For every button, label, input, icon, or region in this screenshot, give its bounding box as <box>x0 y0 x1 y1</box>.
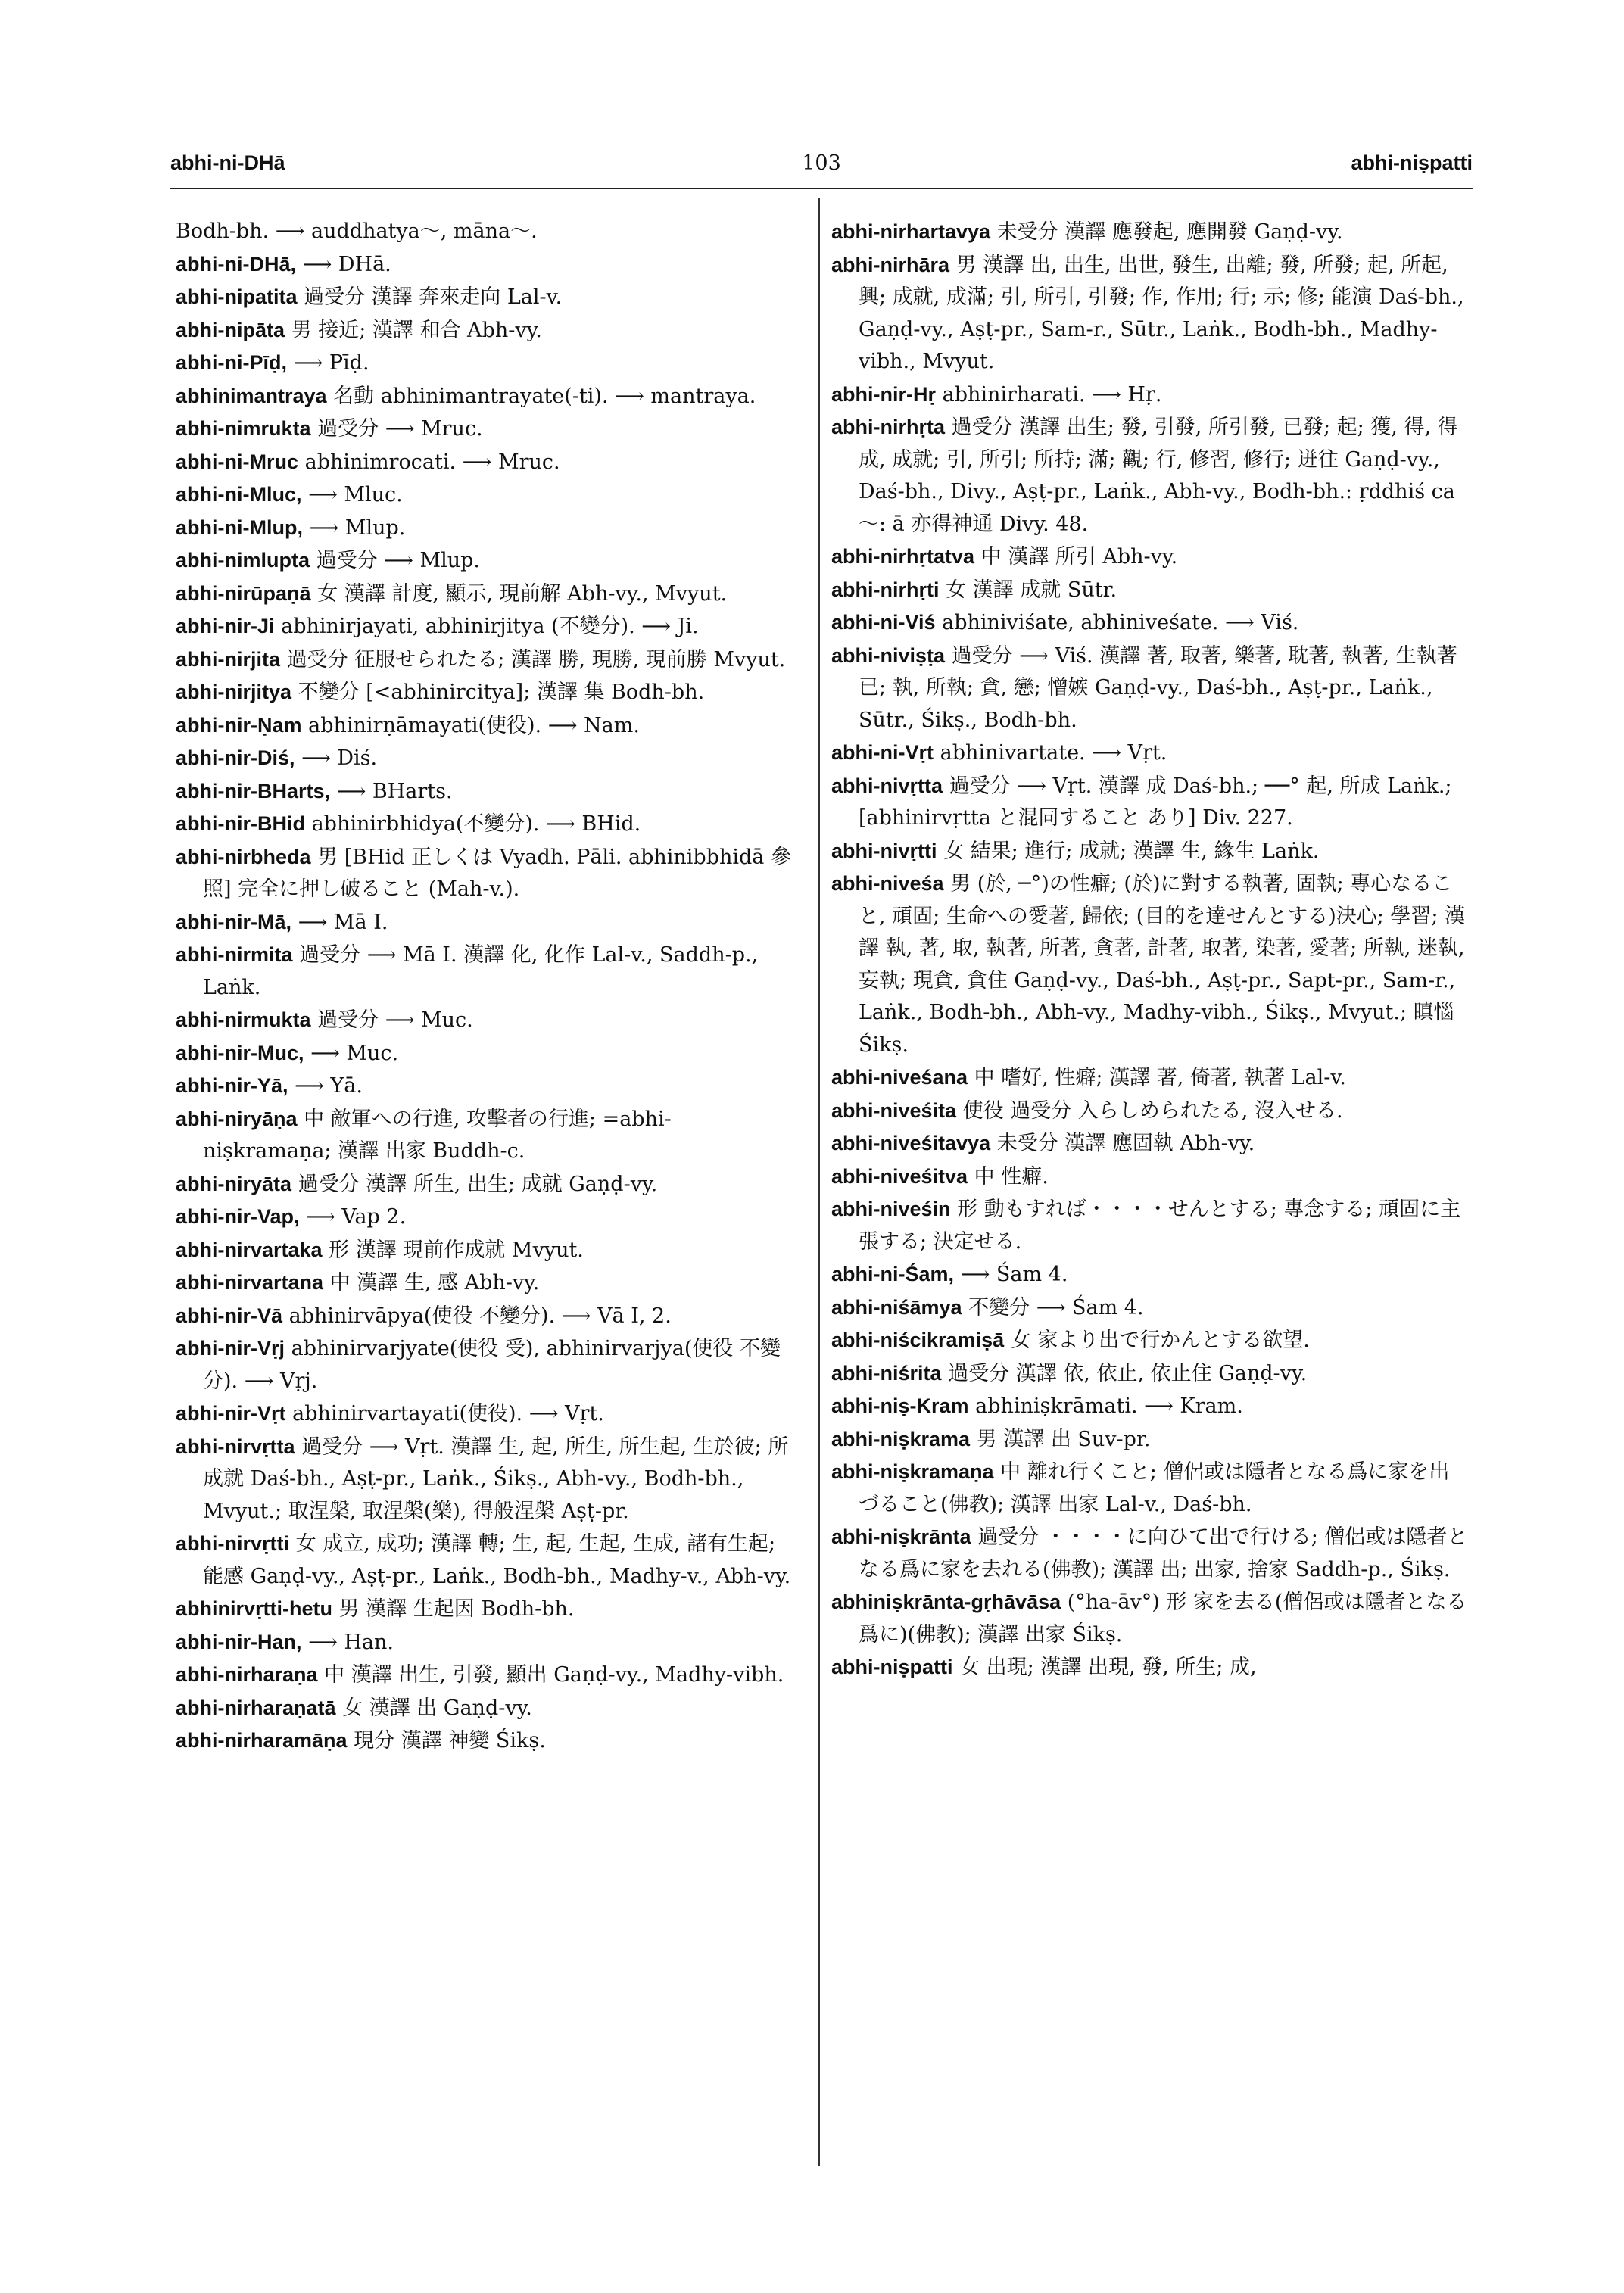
entry-headword: abhi-nirharaṇa <box>176 1663 318 1686</box>
dictionary-entry <box>176 939 796 1004</box>
dictionary-entry <box>831 737 1469 770</box>
entry-body: 中 漢譯 出生, 引發, 顯出 Gaṇḍ-vy., Madhy-vibh. <box>324 1663 784 1687</box>
entry-body: 中 性癖. <box>974 1164 1049 1189</box>
entry-headword: abhi-ni-Mluc, <box>176 483 302 506</box>
entry-body: 男 漢譯 出, 出生, 出世, 發生, 出離; 發, 所發; 起, 所起, 興; 成就, 成滿; 引, 所引, 引發; 作, 作用; 行; 示; 修; 能演 Daś-bh., Gaṇḍ-vy., Aṣṭ-pr., Sam-r., Sūtr., Laṅk., Bodh-bh., Madhy-vibh., Mvyut. <box>859 253 1464 373</box>
dictionary-entry <box>831 1127 1469 1161</box>
dictionary-entry <box>831 1258 1469 1291</box>
entry-body: 過受分 征服せられたる; 漢譯 勝, 現勝, 現前勝 Mvyut. <box>286 647 786 671</box>
entry-body: 女 出現; 漢譯 出現, 發, 所生; 成, <box>959 1656 1257 1679</box>
header-left-guide-word: abhi-ni-DHā <box>170 151 285 174</box>
dictionary-entry <box>176 1037 796 1070</box>
entry-headword: abhi-ni-DHā, <box>176 252 296 276</box>
dictionary-entry <box>176 413 796 446</box>
entry-body: 中 漢譯 生, 感 Abh-vy. <box>329 1271 540 1294</box>
entry-headword: abhi-nirharamāṇa <box>176 1729 348 1752</box>
entry-headword: abhi-nirjita <box>176 647 281 671</box>
entry-headword: abhinimantraya <box>176 384 327 407</box>
entry-headword: abhi-niveśana <box>831 1066 968 1089</box>
right-column <box>831 216 1469 1684</box>
dictionary-entry <box>176 1004 796 1037</box>
entry-body: 過受分 漢譯 所生, 出生; 成就 Gaṇḍ-vy. <box>298 1172 658 1196</box>
dictionary-entry <box>831 1586 1469 1651</box>
dictionary-entry <box>176 1626 796 1659</box>
dictionary-entry <box>176 1692 796 1725</box>
entry-body: abhinivartate. ⟶ Vṛt. <box>940 741 1167 765</box>
entry-body: 過受分 ⟶ Mā I. 漢譯 化, 化作 Lal-v., Saddh-p., Laṅk. <box>203 943 759 999</box>
entry-body: 中 離れ行くこと; 僧侶或は隱者となる爲に家を出づること(佛教); 漢譯 出家 Lal-v., Daś-bh. <box>859 1460 1450 1516</box>
dictionary-entry <box>176 1234 796 1267</box>
dictionary-entry <box>831 1521 1469 1586</box>
entry-headword: abhi-nirharaṇatā <box>176 1696 336 1719</box>
entry-headword: abhi-niveśitavya <box>831 1132 991 1154</box>
dictionary-entry <box>831 868 1469 1061</box>
entry-body: ⟶ Han. <box>308 1630 394 1654</box>
dictionary-entry <box>176 775 796 808</box>
dictionary-entry <box>176 1201 796 1234</box>
dictionary-entry <box>176 1103 796 1168</box>
dictionary-entry <box>831 835 1469 868</box>
entry-body: ⟶ Muc. <box>310 1041 399 1065</box>
entry-headword: abhi-nirmukta <box>176 1008 311 1031</box>
entry-headword: abhi-nir-Ṇam <box>176 713 302 737</box>
entry-headword: abhi-niveśa <box>831 872 944 895</box>
entry-headword: abhi-ni-Mruc <box>176 450 298 473</box>
dictionary-entry <box>176 1266 796 1300</box>
entry-headword: abhi-nipāta <box>176 318 285 341</box>
entry-headword: abhi-ni-Mlup, <box>176 516 303 539</box>
entry-headword: abhi-ni-Pīḍ, <box>176 351 287 374</box>
dictionary-entry <box>176 314 796 347</box>
entry-headword: abhi-niveśita <box>831 1098 957 1122</box>
dictionary-entry <box>176 446 796 479</box>
entry-headword: abhi-nirūpaṇā <box>176 581 311 605</box>
entry-headword: abhi-nir-Vṛj <box>176 1337 285 1360</box>
dictionary-entry <box>831 411 1469 541</box>
entry-headword: abhi-nir-Ji <box>176 615 275 637</box>
dictionary-entry <box>831 574 1469 607</box>
entry-headword: abhi-nirhṛtatva <box>831 545 975 568</box>
entry-headword: abhi-niśrita <box>831 1361 942 1385</box>
dictionary-entry <box>176 1300 796 1333</box>
entry-body: abhinirvāpya(使役 不變分). ⟶ Vā I, 2. <box>288 1304 672 1328</box>
entry-body: ⟶ Mluc. <box>308 483 403 506</box>
entry-body: abhinimrocati. ⟶ Mruc. <box>304 450 560 474</box>
entry-body: abhinirharati. ⟶ Hṛ. <box>942 382 1162 407</box>
entry-body: 中 漢譯 所引 Abh-vy. <box>980 545 1178 569</box>
dictionary-entry <box>176 1431 796 1528</box>
entry-headword: abhinirvṛtti-hetu <box>176 1597 332 1620</box>
entry-headword: abhi-nirmita <box>176 943 293 966</box>
left-column <box>176 216 796 1758</box>
entry-body: ⟶ Vap 2. <box>306 1205 407 1229</box>
dictionary-entry <box>176 544 796 578</box>
dictionary-entry <box>176 610 796 643</box>
entry-body: 過受分 漢譯 出生; 發, 引發, 所引發, 已發; 起; 獲, 得, 得成, 成就; 引, 所引; 所持; 滿; 觀; 行, 修習, 修行; 迸往 Gaṇḍ-vy., Daś-bh., Divy., Aṣṭ-pr., Laṅk., Abh-vy., Bodh-bh.: ṛddhiś ca 〜: ā 亦得神通 Divy. 48. <box>859 416 1458 536</box>
entry-headword: abhi-nir-BHarts, <box>176 779 331 802</box>
entry-headword: abhi-nir-Muc, <box>176 1041 304 1064</box>
entry-headword: abhi-nivṛtti <box>831 839 937 862</box>
entry-headword: abhi-niveśitva <box>831 1164 968 1188</box>
entry-body: 女 家より出で行かんとする欲望. <box>1010 1329 1310 1352</box>
entry-headword: abhi-nir-Vap, <box>176 1205 300 1228</box>
entry-body: 過受分 漢譯 依, 依止, 依止住 Gaṇḍ-vy. <box>948 1361 1308 1385</box>
entry-body: abhinirvarjyate(使役 受), abhinirvarjya(使役 不變分). ⟶ Vṛj. <box>203 1337 781 1393</box>
entry-body: abhiniviśate, abhiniveśate. ⟶ Viś. <box>942 611 1299 634</box>
entry-headword: abhi-nirvartana <box>176 1271 324 1294</box>
page-number: 103 <box>802 151 841 175</box>
entry-body: 形 動もすれば・・・・せんとする; 專念する; 頑固に主張する; 決定せる. <box>859 1198 1461 1254</box>
entry-body: ⟶ Mlup. <box>309 516 406 540</box>
entry-body: 女 結果; 進行; 成就; 漢譯 生, 緣生 Laṅk. <box>943 839 1320 863</box>
entry-headword: abhi-nimlupta <box>176 549 310 572</box>
dictionary-entry <box>176 1397 796 1431</box>
entry-body: ⟶ Mā I. <box>298 910 388 934</box>
dictionary-entry <box>176 1528 796 1593</box>
entry-body: 男 漢譯 出 Suv-pr. <box>976 1427 1151 1451</box>
dictionary-entry <box>176 1168 796 1201</box>
entry-body: 使役 過受分 入らしめられたる, 沒入せる. <box>962 1098 1343 1123</box>
dictionary-entry <box>176 643 796 677</box>
entry-headword: abhi-nirhāra <box>831 253 950 276</box>
entry-headword: abhi-nir-Diś, <box>176 746 295 769</box>
dictionary-entry <box>176 248 796 282</box>
entry-body: abhiniṣkrāmati. ⟶ Kram. <box>975 1394 1243 1418</box>
entry-body: ⟶ Śam 4. <box>960 1263 1068 1286</box>
entry-headword: abhi-nipatita <box>176 285 298 308</box>
dictionary-entry <box>176 742 796 775</box>
entry-headword: abhi-nirjitya <box>176 681 292 703</box>
header-right-guide-word: abhi-niṣpatti <box>1351 151 1473 174</box>
entry-headword: abhi-nirvṛtti <box>176 1532 290 1555</box>
entry-body: 過受分 ⟶ Vṛt. 漢譯 生, 起, 所生, 所生起, 生於彼; 所成就 Daś-bh., Aṣṭ-pr., Laṅk., Śikṣ., Abh-vy., Bodh-bh., Mvyut.; 取涅槃, 取涅槃(樂), 得般涅槃 Aṣṭ-pr. <box>203 1435 789 1523</box>
dictionary-entry <box>176 906 796 939</box>
dictionary-entry <box>176 1593 796 1626</box>
entry-headword: abhi-nirhṛta <box>831 416 946 438</box>
column-divider <box>818 198 820 2166</box>
entry-headword: abhi-nir-Hṛ <box>831 382 936 406</box>
dictionary-entry <box>176 281 796 314</box>
dictionary-entry <box>831 1423 1469 1456</box>
dictionary-entry <box>831 770 1469 835</box>
dictionary-entry <box>831 1193 1469 1258</box>
dictionary-entry <box>176 380 796 413</box>
entry-body: 中 嗜好, 性癖; 漢譯 著, 倚著, 執著 Lal-v. <box>974 1066 1346 1089</box>
entry-body: 女 成立, 成功; 漢譯 轉; 生, 起, 生起, 生成, 諸有生起; 能感 Gaṇḍ-vy., Aṣṭ-pr., Laṅk., Bodh-bh., Madhy-v., Abh-vy. <box>203 1532 791 1588</box>
entry-body: Bodh-bh. ⟶ auddhatya〜, māna〜. <box>176 220 538 243</box>
entry-headword: abhi-ni-Śam, <box>831 1263 955 1285</box>
dictionary-entry <box>176 676 796 709</box>
entry-body: 過受分 ⟶ Mlup. <box>316 549 481 572</box>
entry-headword: abhi-nir-Mā, <box>176 910 291 933</box>
entry-headword: abhi-ni-Viś <box>831 611 936 634</box>
entry-body: 女 漢譯 出 Gaṇḍ-vy. <box>342 1696 532 1720</box>
entry-body: 過受分 ・・・・に向ひて出で行ける; 僧侶或は隱者となる爲に家を去れる(佛教); 漢譯 出; 出家, 捨家 Saddh-p., Śikṣ. <box>859 1525 1468 1581</box>
entry-headword: abhi-niśāmya <box>831 1295 962 1319</box>
dictionary-entry <box>831 379 1469 412</box>
entry-body: 過受分 ⟶ Viś. 漢譯 著, 取著, 樂著, 耽著, 執著, 生執著已; 執, 所執; 貪, 戀; 憎嫉 Gaṇḍ-vy., Daś-bh., Aṣṭ-pr., Laṅk., Sūtr., Śikṣ., Bodh-bh. <box>859 643 1457 732</box>
entry-headword: abhi-niryāṇa <box>176 1107 298 1130</box>
dictionary-entry <box>831 1095 1469 1128</box>
entry-headword: abhi-nir-Yā, <box>176 1074 288 1097</box>
dictionary-entry <box>176 512 796 545</box>
dictionary-entry <box>831 249 1469 379</box>
dictionary-entry <box>831 1291 1469 1325</box>
entry-headword: abhi-niveśin <box>831 1198 951 1220</box>
entry-body: 形 漢譯 現前作成就 Mvyut. <box>329 1238 584 1262</box>
dictionary-entry <box>831 1324 1469 1357</box>
dictionary-entry <box>176 709 796 743</box>
entry-headword: abhi-niviṣṭa <box>831 643 946 667</box>
entry-headword: abhi-niṣkramaṇa <box>831 1460 994 1483</box>
entry-headword: abhi-niścikramiṣā <box>831 1329 1005 1351</box>
entry-body: 過受分 漢譯 奔來走向 Lal-v. <box>304 285 563 309</box>
entry-body: 過受分 ⟶ Mruc. <box>317 417 483 441</box>
entry-headword: abhi-nirhṛti <box>831 578 940 601</box>
dictionary-entry <box>176 1724 796 1758</box>
entry-body: 不變分 [<abhinircitya]; 漢譯 集 Bodh-bh. <box>298 681 705 704</box>
entry-body: abhinirṇāmayati(使役). ⟶ Nam. <box>308 713 640 737</box>
entry-headword: abhi-nimrukta <box>176 417 311 440</box>
entry-headword: abhi-nir-BHid <box>176 812 305 835</box>
entry-body: 男 (於, ─°)の性癖; (於)に對する執著, 固執; 專心なること, 頑固; 生命への愛著, 歸依; (目的を達せんとする)決心; 學習; 漢譯 執, 著, 取, 執著, 所著, 貪著, 計著, 取著, 染著, 愛著; 所執, 迷執, 妄執; 現貪, 貪住 Gaṇḍ-vy., Daś-bh., Aṣṭ-pr., Sapt-pr., Sam-r., Laṅk., Bodh-bh., Abh-vy., Madhy-vibh., Śikṣ., Mvyut.; 瞋惱 Śikṣ. <box>859 872 1466 1057</box>
entry-body: 女 漢譯 計度, 顯示, 現前解 Abh-vy., Mvyut. <box>317 581 728 606</box>
entry-body: 女 漢譯 成就 Sūtr. <box>946 578 1117 602</box>
entry-body: 未受分 漢譯 應發起, 應開發 Gaṇḍ-vy. <box>996 220 1343 244</box>
entry-body: ⟶ DHā. <box>302 252 391 276</box>
dictionary-entry <box>176 808 796 841</box>
entry-headword: abhi-nirbheda <box>176 845 311 868</box>
entry-body: 過受分 ⟶ Vṛt. 漢譯 成 Daś-bh.; ──° 起, 所成 Laṅk.; [abhinirvṛtta と混同すること あり] Div. 227. <box>859 774 1452 830</box>
dictionary-entry <box>176 1659 796 1692</box>
entry-headword: abhi-nir-Vṛt <box>176 1402 286 1425</box>
entry-body: ⟶ BHarts. <box>336 779 453 803</box>
entry-body: 男 [BHid 正しくは Vyadh. Pāli. abhinibbhidā 參照] 完全に押し破ること (Mah-v.). <box>203 845 791 901</box>
entry-body: 名動 abhinimantrayate(-ti). ⟶ mantraya. <box>333 384 756 408</box>
entry-headword: abhi-nirvartaka <box>176 1238 323 1261</box>
dictionary-entry <box>831 1161 1469 1194</box>
entry-body: ⟶ Yā. <box>295 1074 363 1098</box>
dictionary-entry <box>176 578 796 611</box>
dictionary-entry <box>176 216 796 248</box>
dictionary-entry <box>831 1061 1469 1095</box>
header-rule <box>170 188 1473 189</box>
entry-headword: abhiniṣkrānta-gṛhāvāsa <box>831 1590 1061 1613</box>
entry-body: (°ha-āv°) 形 家を去る(僧侶或は隱者となる爲に)(佛教); 漢譯 出家 Śikṣ. <box>859 1590 1467 1647</box>
entry-headword: abhi-nivṛtta <box>831 774 943 797</box>
entry-body: 現分 漢譯 神變 Śikṣ. <box>354 1729 546 1752</box>
entry-headword: abhi-niryāta <box>176 1172 292 1195</box>
page-header <box>170 151 1473 182</box>
entry-body: abhinirjayati, abhinirjitya (不變分). ⟶ Ji. <box>281 615 699 638</box>
entry-headword: abhi-nirhartavya <box>831 220 991 243</box>
dictionary-entry <box>176 347 796 380</box>
dictionary-entry <box>176 478 796 512</box>
dictionary-entry <box>831 1390 1469 1423</box>
entry-body: abhinirvartayati(使役). ⟶ Vṛt. <box>292 1402 604 1425</box>
entry-headword: abhi-niṣkrānta <box>831 1525 971 1548</box>
dictionary-entry <box>831 1651 1469 1684</box>
dictionary-entry <box>831 541 1469 574</box>
dictionary-entry <box>831 1456 1469 1521</box>
entry-headword: abhi-niṣkrama <box>831 1427 971 1450</box>
dictionary-entry <box>176 1332 796 1397</box>
entry-headword: abhi-niṣ-Kram <box>831 1394 969 1417</box>
entry-headword: abhi-nir-Han, <box>176 1630 302 1653</box>
dictionary-entry <box>176 1070 796 1103</box>
entry-headword: abhi-nirvṛtta <box>176 1435 295 1458</box>
entry-body: 過受分 ⟶ Muc. <box>317 1008 473 1032</box>
dictionary-entry <box>176 841 796 906</box>
dictionary-entry <box>831 640 1469 737</box>
entry-body: 不變分 ⟶ Śam 4. <box>968 1295 1144 1319</box>
entry-body: ⟶ Pīḍ. <box>293 351 369 375</box>
entry-headword: abhi-nir-Vā <box>176 1304 283 1327</box>
entry-body: 男 漢譯 生起因 Bodh-bh. <box>338 1597 575 1621</box>
entry-body: 男 接近; 漢譯 和合 Abh-vy. <box>291 318 542 342</box>
entry-headword: abhi-niṣpatti <box>831 1656 953 1678</box>
entry-body: abhinirbhidya(不變分). ⟶ BHid. <box>311 812 641 836</box>
dictionary-entry <box>831 606 1469 640</box>
entry-body: ⟶ Diś. <box>301 746 378 770</box>
entry-body: 未受分 漢譯 應固執 Abh-vy. <box>996 1132 1255 1155</box>
dictionary-entry <box>831 1357 1469 1391</box>
entry-body: 中 敵軍への行進, 攻擊者の行進; =abhi-niṣkramaṇa; 漢譯 出家 Buddh-c. <box>203 1107 672 1163</box>
entry-headword: abhi-ni-Vṛt <box>831 741 934 764</box>
dictionary-entry <box>831 216 1469 249</box>
